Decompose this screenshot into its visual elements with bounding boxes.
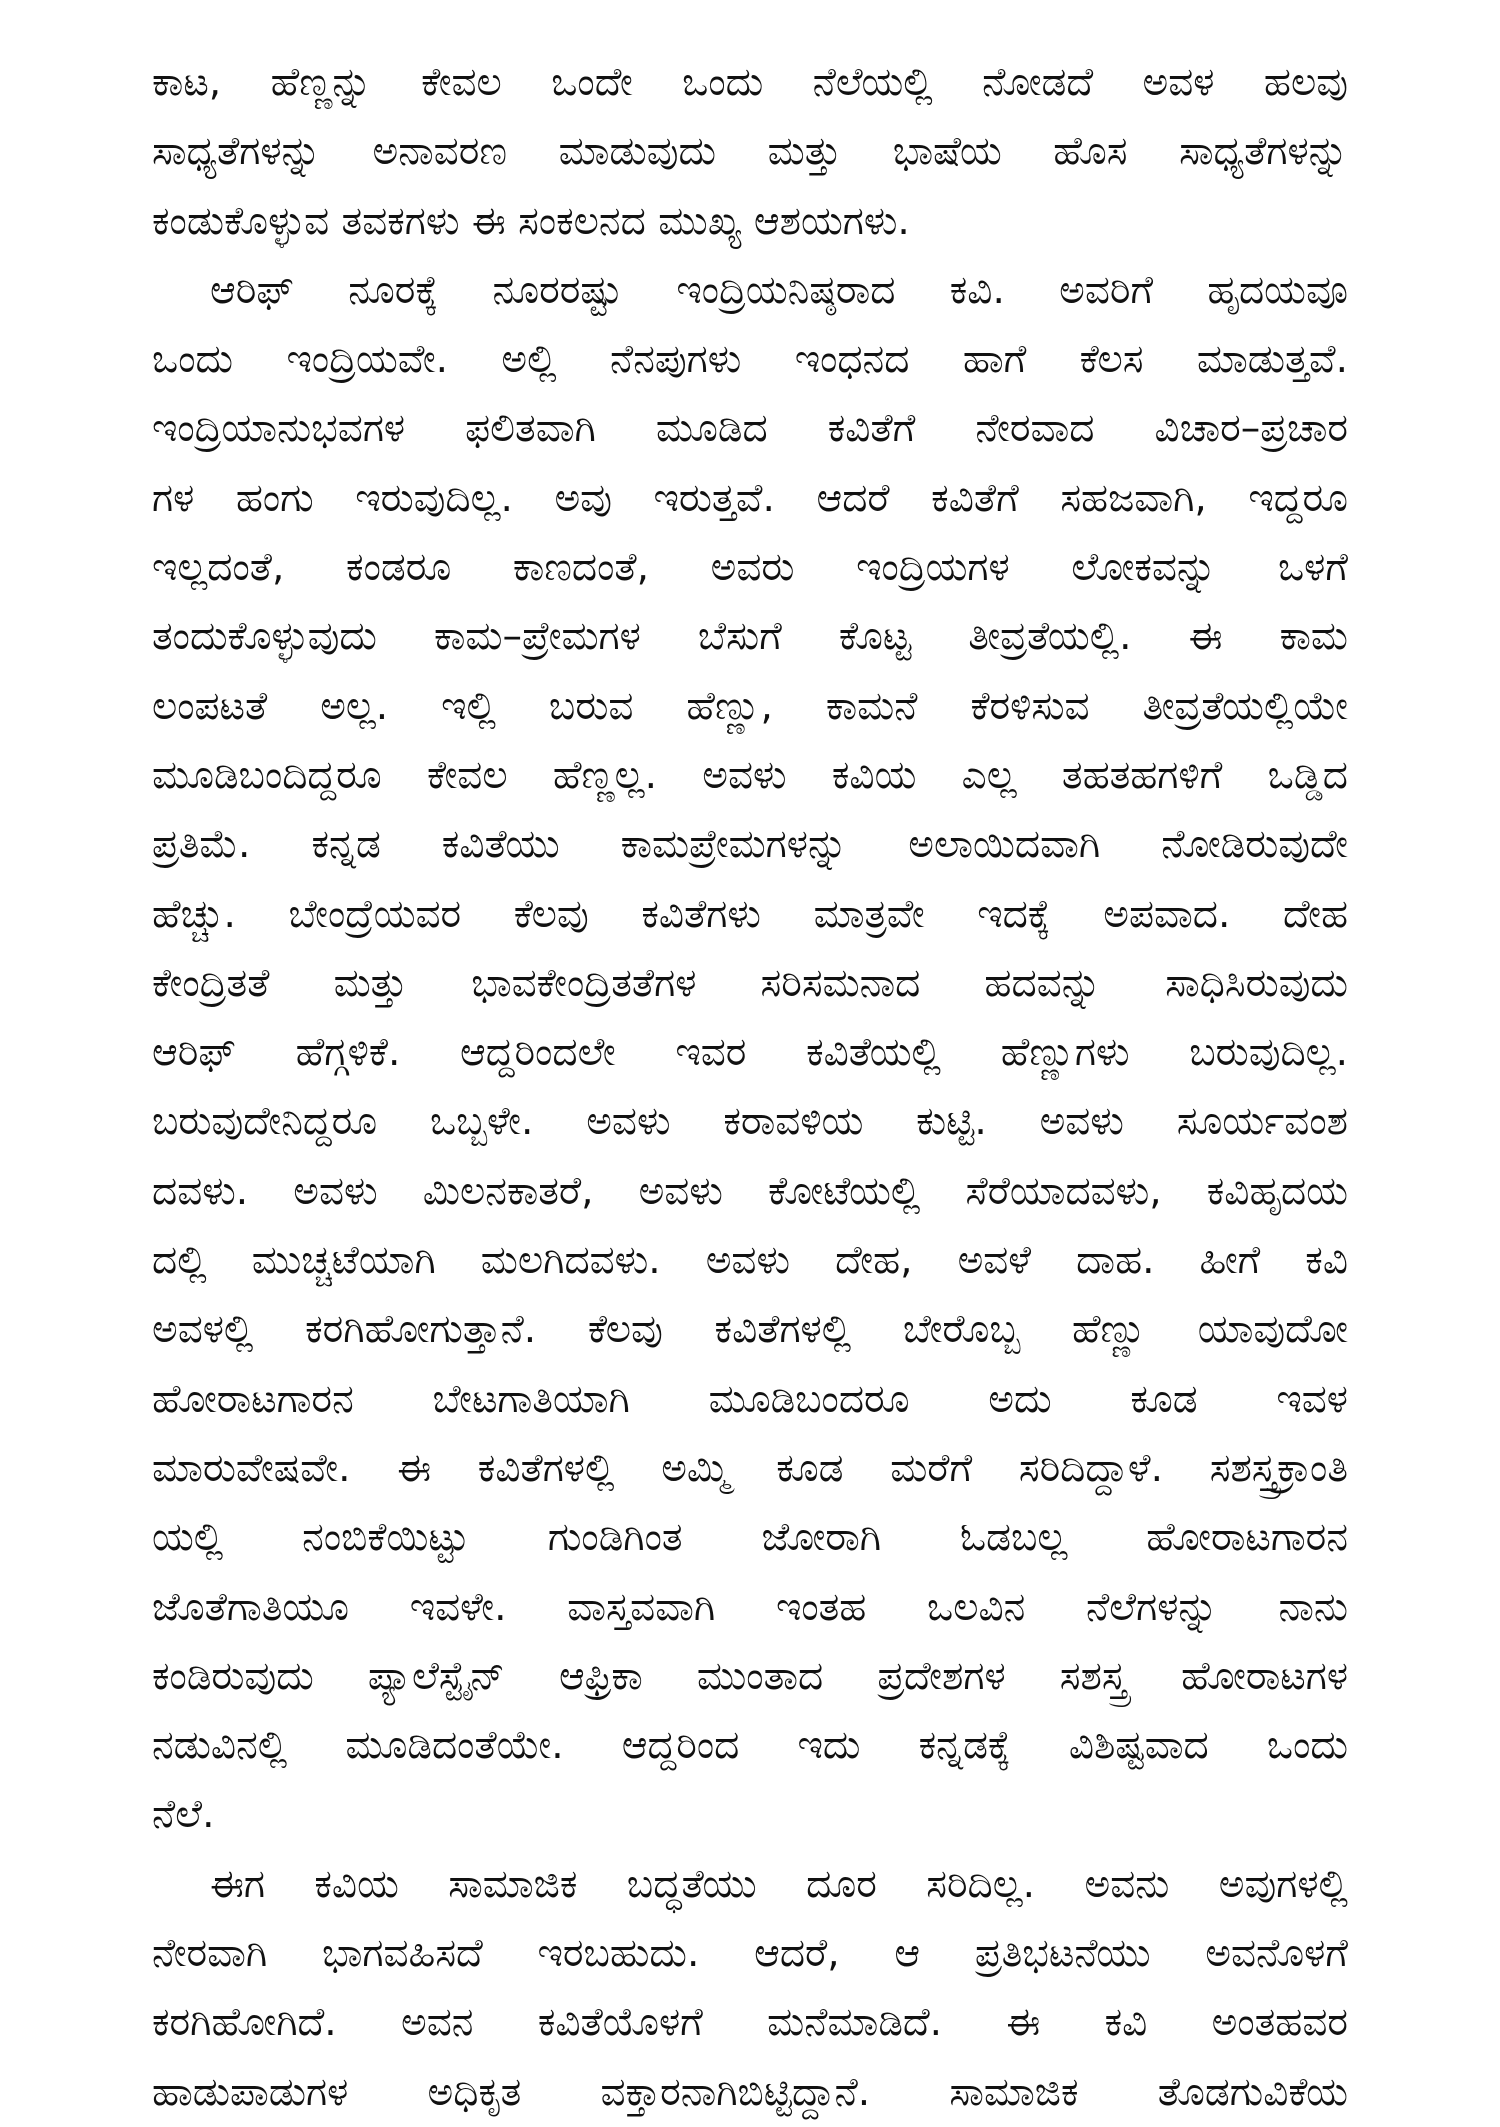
text-line: ಇಲ್ಲದಂತೆ, ಕಂಡರೂ ಕಾಣದಂತೆ, ಅವರು ಇಂದ್ರಿಯಗಳ ಲೋಕವನ್ನು ಒಳಗೆ [152,545,1348,591]
text-line: ಕೇಂದ್ರಿತತೆ ಮತ್ತು ಭಾವಕೇಂದ್ರಿತತೆಗಳ ಸರಿಸಮನಾದ ಹದವನ್ನು ಸಾಧಿಸಿರುವುದು [152,960,1348,1006]
text-line: ನೇರವಾಗಿ ಭಾಗವಹಿಸದೆ ಇರಬಹುದು. ಆದರೆ, ಆ ಪ್ರತಿಭಟನೆಯು ಅವನೊಳಗೆ [152,1931,1348,1977]
text-line: ಒಂದು ಇಂದ್ರಿಯವೇ. ಅಲ್ಲಿ ನೆನಪುಗಳು ಇಂಧನದ ಹಾಗೆ ಕೆಲಸ ಮಾಡುತ್ತವೆ. [152,337,1348,383]
page-body [152,48,1348,2127]
text-line: ಲಂಪಟತೆ ಅಲ್ಲ. ಇಲ್ಲಿ ಬರುವ ಹೆಣ್ಣು, ಕಾಮನೆ ಕೆರಳಿಸುವ ತೀವ್ರತೆಯಲ್ಲಿಯೇ [152,683,1348,729]
text-line: ದಲ್ಲಿ ಮುಚ್ಚಟೆಯಾಗಿ ಮಲಗಿದವಳು. ಅವಳು ದೇಹ, ಅವಳೆ ದಾಹ. ಹೀಗೆ ಕವಿ [152,1238,1348,1284]
text-line: ಸಾಧ್ಯತೆಗಳನ್ನು ಅನಾವರಣ ಮಾಡುವುದು ಮತ್ತು ಭಾಷೆಯ ಹೊಸ ಸಾಧ್ಯತೆಗಳನ್ನು [152,129,1348,175]
text-line: ಜೊತೆಗಾತಿಯೂ ಇವಳೇ. ವಾಸ್ತವವಾಗಿ ಇಂತಹ ಒಲವಿನ ನೆಲೆಗಳನ್ನು ನಾನು [152,1584,1348,1630]
text-line: ಆರಿಫ್ ಹೆಗ್ಗಳಿಕೆ. ಆದ್ದರಿಂದಲೇ ಇವರ ಕವಿತೆಯಲ್ಲಿ ಹೆಣ್ಣುಗಳು ಬರುವುದಿಲ್ಲ. [152,1030,1348,1076]
text-line: ಕರಗಿಹೋಗಿದೆ. ಅವನ ಕವಿತೆಯೊಳಗೆ ಮನೆಮಾಡಿದೆ. ಈ ಕವಿ ಅಂತಹವರ [152,2000,1348,2046]
text-line: ಕಂಡುಕೊಳ್ಳುವ ತವಕಗಳು ಈ ಸಂಕಲನದ ಮುಖ್ಯ ಆಶಯಗಳು. [152,198,910,244]
text-line: ಹೋರಾಟಗಾರನ ಬೇಟಗಾತಿಯಾಗಿ ಮೂಡಿಬಂದರೂ ಅದು ಕೂಡ ಇವಳ [152,1376,1348,1422]
text-line: ಮಾರುವೇಷವೇ. ಈ ಕವಿತೆಗಳಲ್ಲಿ ಅಮ್ಮಿ ಕೂಡ ಮರೆಗೆ ಸರಿದಿದ್ದಾಳೆ. ಸಶಸ್ತ್ರಕ್ರಾಂತಿ [152,1445,1348,1491]
paragraph [152,1850,1348,2127]
text-line: ನೆಲೆ. [152,1792,215,1838]
text-line: ಆರಿಫ್ ನೂರಕ್ಕೆ ನೂರರಷ್ಟು ಇಂದ್ರಿಯನಿಷ್ಠರಾದ ಕವಿ. ಅವರಿಗೆ ಹೃದಯವೂ [210,267,1348,313]
text-line: ಗಳ ಹಂಗು ಇರುವುದಿಲ್ಲ. ಅವು ಇರುತ್ತವೆ. ಆದರೆ ಕವಿತೆಗೆ ಸಹಜವಾಗಿ, ಇದ್ದರೂ [152,475,1348,521]
text-line: ಮೂಡಿಬಂದಿದ್ದರೂ ಕೇವಲ ಹೆಣ್ಣಲ್ಲ. ಅವಳು ಕವಿಯ ಎಲ್ಲ ತಹತಹಗಳಿಗೆ ಒಡ್ಡಿದ [152,752,1348,798]
text-line: ಯಲ್ಲಿ ನಂಬಿಕೆಯಿಟ್ಟು ಗುಂಡಿಗಿಂತ ಜೋರಾಗಿ ಓಡಬಲ್ಲ ಹೋರಾಟಗಾರನ [152,1515,1348,1561]
text-line: ಹೆಚ್ಚು. ಬೇಂದ್ರೆಯವರ ಕೆಲವು ಕವಿತೆಗಳು ಮಾತ್ರವೇ ಇದಕ್ಕೆ ಅಪವಾದ. ದೇಹ [152,891,1348,937]
text-line: ಕಂಡಿರುವುದು ಪ್ಯಾಲೆಸ್ಟೈನ್ ಆಫ್ರಿಕಾ ಮುಂತಾದ ಪ್ರದೇಶಗಳ ಸಶಸ್ತ್ರ ಹೋರಾಟಗಳ [152,1653,1348,1699]
text-line: ನಡುವಿನಲ್ಲಿ ಮೂಡಿದಂತೆಯೇ. ಆದ್ದರಿಂದ ಇದು ಕನ್ನಡಕ್ಕೆ ವಿಶಿಷ್ಟವಾದ ಒಂದು [152,1723,1348,1769]
paragraph [152,48,1348,256]
text-line: ಬರುವುದೇನಿದ್ದರೂ ಒಬ್ಬಳೇ. ಅವಳು ಕರಾವಳಿಯ ಕುಟ್ಟಿ. ಅವಳು ಸೂರ್ಯವಂಶ [152,1099,1348,1145]
text-line: ಹಾಡುಪಾಡುಗಳ ಅಧಿಕೃತ ವಕ್ತಾರನಾಗಿಬಿಟ್ಟಿದ್ದಾನೆ. ಸಾಮಾಜಿಕ ತೊಡಗುವಿಕೆಯ [152,2069,1348,2115]
text-line: ತಂದುಕೊಳ್ಳುವುದು ಕಾಮ–ಪ್ರೇಮಗಳ ಬೆಸುಗೆ ಕೊಟ್ಟ ತೀವ್ರತೆಯಲ್ಲಿ. ಈ ಕಾಮ [152,614,1348,660]
text-line: ಇಂದ್ರಿಯಾನುಭವಗಳ ಫಲಿತವಾಗಿ ಮೂಡಿದ ಕವಿತೆಗೆ ನೇರವಾದ ವಿಚಾರ–ಪ್ರಚಾರ [152,406,1348,452]
text-line: ಪ್ರತಿಮೆ. ಕನ್ನಡ ಕವಿತೆಯು ಕಾಮಪ್ರೇಮಗಳನ್ನು ಅಲಾಯಿದವಾಗಿ ನೋಡಿರುವುದೇ [152,822,1348,868]
text-line: ಈಗ ಕವಿಯ ಸಾಮಾಜಿಕ ಬದ್ಧತೆಯು ದೂರ ಸರಿದಿಲ್ಲ. ಅವನು ಅವುಗಳಲ್ಲಿ [210,1861,1348,1907]
text-line: ದವಳು. ಅವಳು ಮಿಲನಕಾತರೆ, ಅವಳು ಕೋಟೆಯಲ್ಲಿ ಸೆರೆಯಾದವಳು, ಕವಿಹೃದಯ [152,1168,1348,1214]
paragraph [152,256,1348,1850]
text-line: ಕಾಟ, ಹೆಣ್ಣನ್ನು ಕೇವಲ ಒಂದೇ ಒಂದು ನೆಲೆಯಲ್ಲಿ ನೋಡದೆ ಅವಳ ಹಲವು [152,60,1348,105]
text-line: ಅವಳಲ್ಲಿ ಕರಗಿಹೋಗುತ್ತಾನೆ. ಕೆಲವು ಕವಿತೆಗಳಲ್ಲಿ ಬೇರೊಬ್ಬ ಹೆಣ್ಣು ಯಾವುದೋ [152,1307,1348,1353]
